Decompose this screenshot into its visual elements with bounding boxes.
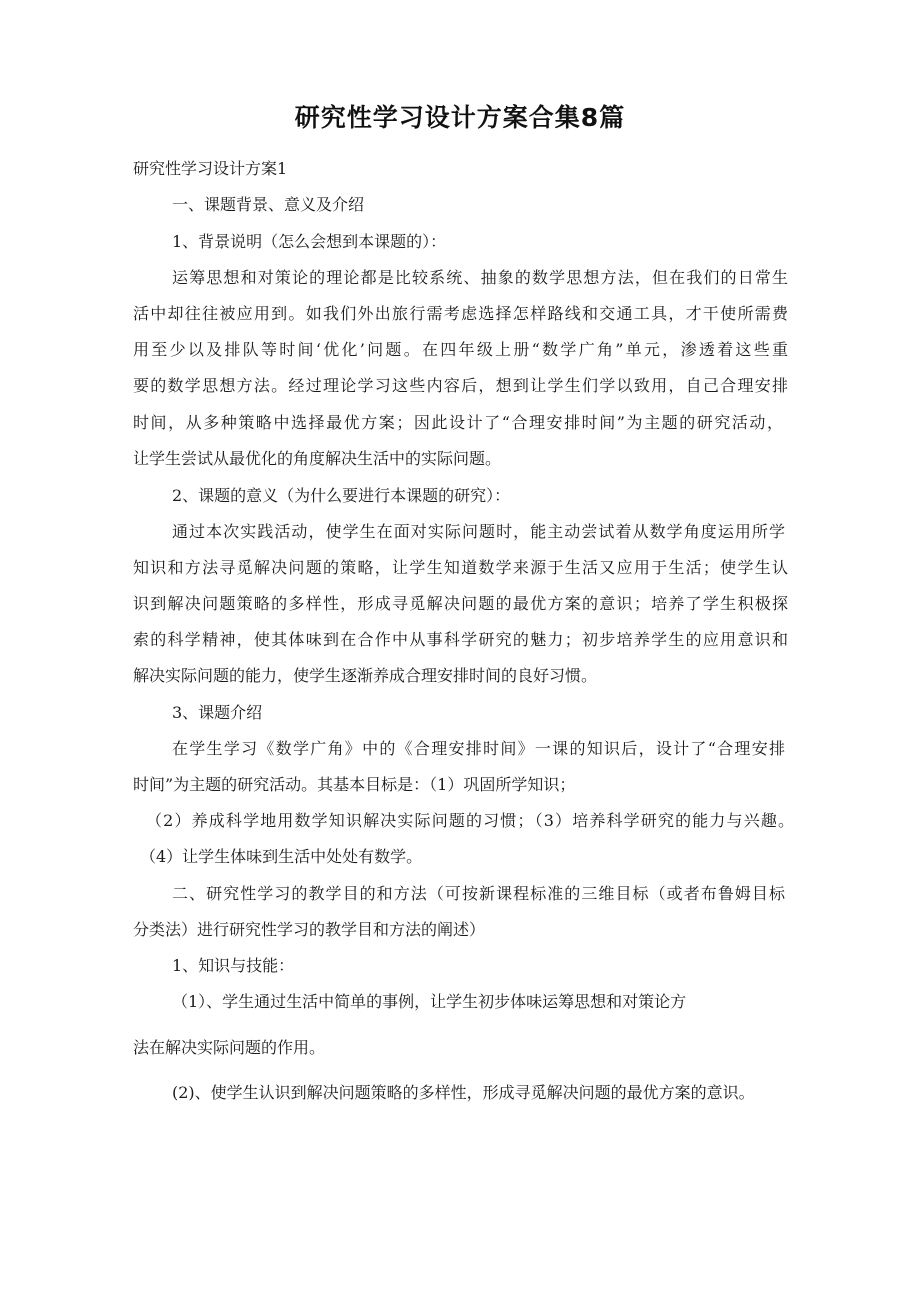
subheading: 2、课题的意义（为什么要进行本课题的研究）： <box>172 486 511 505</box>
subheading: 1、知识与技能： <box>172 956 295 975</box>
paragraph-line: 运筹思想和对策论的理论都是比较系统、抽象的数学思想方法，但在我们的日常生 <box>172 268 788 287</box>
paragraph-line: 让学生尝试从最优化的角度解决生活中的实际问题。 <box>133 449 502 468</box>
paragraph-line: 知识和方法寻觅解决问题的策略，让学生知道数学来源于生活又应用于生活；使学生认 <box>133 558 788 577</box>
paragraph-line: （4）让学生体味到生活中处处有数学。 <box>140 847 423 866</box>
paragraph-line: （2）养成科学地用数学知识解决实际问题的习惯；（3）培养科学研究的能力与兴趣。 <box>146 811 794 830</box>
subheading: 一、课题背景、意义及介绍 <box>172 195 365 214</box>
paragraph-line: 识到解决问题策略的多样性，形成寻觅解决问题的最优方案的意识；培养了学生积极探 <box>133 594 788 613</box>
paragraph-line: （1）、学生通过生活中简单的事例，让学生初步体味运筹思想和对策论方 <box>172 992 687 1011</box>
paragraph-line: 要的数学思想方法。经过理论学习这些内容后，想到让学生们学以致用，自己合理安排 <box>133 376 788 395</box>
paragraph-line: 解决实际问题的能力，使学生逐渐养成合理安排时间的良好习惯。 <box>133 666 598 685</box>
paragraph-line: 时间，从多种策略中选择最优方案；因此设计了“合理安排时间”为主题的研究活动， <box>133 413 783 432</box>
paragraph-line: 法在解决实际问题的作用。 <box>133 1038 326 1057</box>
document-title: 研究性学习设计方案合集8篇 <box>294 103 626 132</box>
paragraph-line: 活中却往往被应用到。如我们外出旅行需考虑选择怎样路线和交通工具，才干使所需费 <box>133 304 788 323</box>
paragraph-line: 索的科学精神，使其体味到在合作中从事科学研究的魅力；初步培养学生的应用意识和 <box>133 630 788 649</box>
paragraph-line: 时间”为主题的研究活动。其基本目标是：（1）巩固所学知识； <box>133 775 576 794</box>
paragraph-line: (2)、使学生认识到解决问题策略的多样性，形成寻觅解决问题的最优方案的意识。 <box>172 1083 755 1102</box>
section-heading: 研究性学习设计方案1 <box>133 159 288 178</box>
subheading: 1、背景说明（怎么会想到本课题的）： <box>172 232 447 251</box>
paragraph-line: 用至少以及排队等时间‘优化’问题。在四年级上册“数学广角”单元，渗透着这些重 <box>133 340 788 359</box>
section-heading: 分类法）进行研究性学习的教学目和方法的阐述） <box>133 920 486 939</box>
paragraph-line: 通过本次实践活动，使学生在面对实际问题时，能主动尝试着从数学角度运用所学 <box>172 522 785 541</box>
section-heading: 二、研究性学习的教学目的和方法（可按新课程标准的三维目标（或者布鲁姆目标 <box>172 884 785 903</box>
paragraph-line: 在学生学习《数学广角》中的《合理安排时间》一课的知识后，设计了“合理安排 <box>172 739 785 758</box>
subheading: 3、课题介绍 <box>172 703 263 722</box>
